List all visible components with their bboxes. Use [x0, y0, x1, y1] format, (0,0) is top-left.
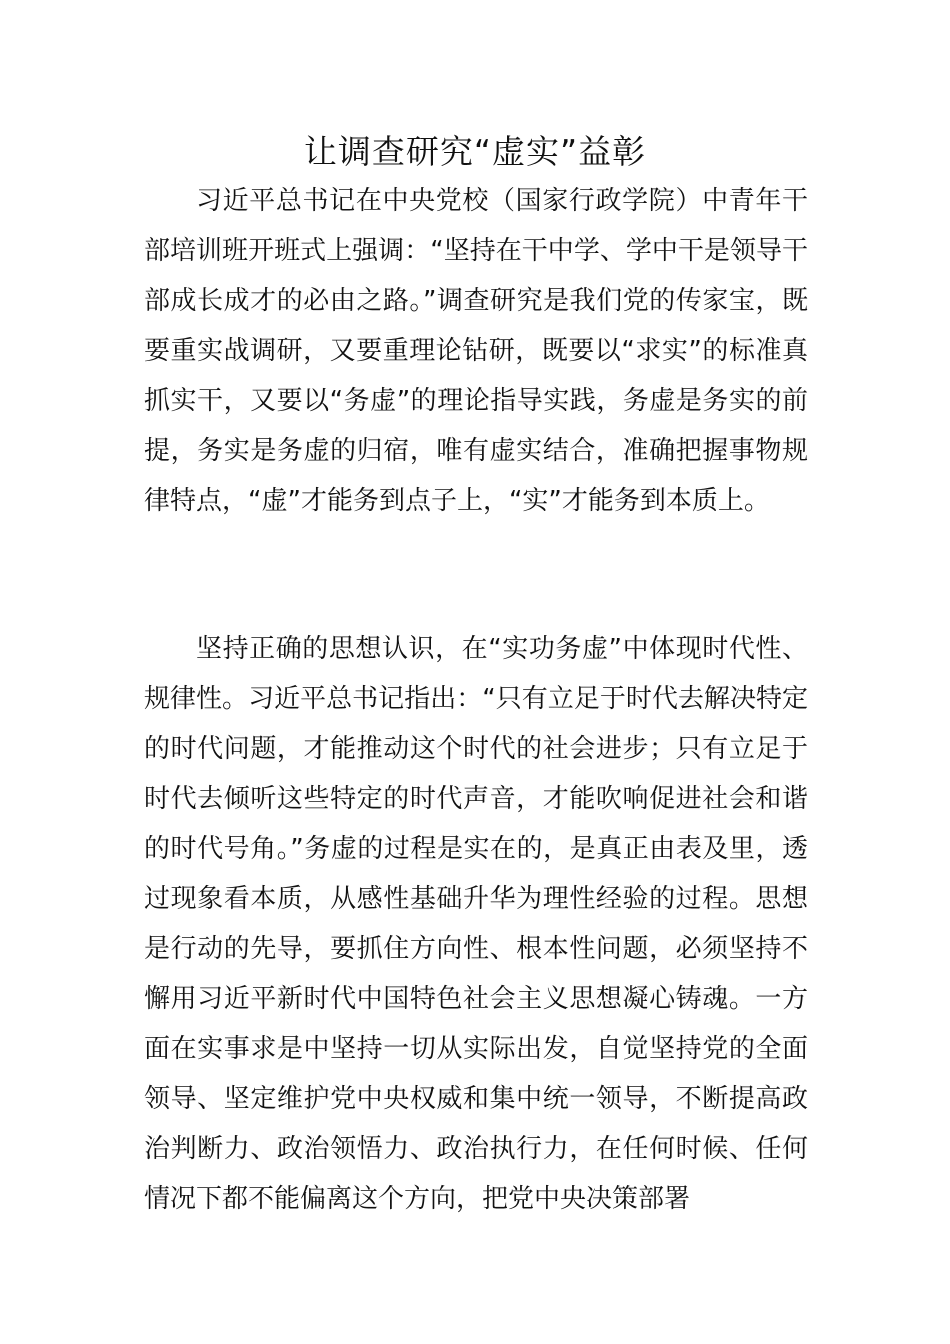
paragraph-2: 坚持正确的思想认识，在“实功务虚”中体现时代性、规律性。习近平总书记指出：“只有立足于时代去解决特定的时代问题，才能推动这个时代的社会进步；只有立足于时代去倾听这些特定的时代声音，才能吹响促进社会和谐的时代号角。”务虚的过程是实在的，是真正由表及里，透过现象看本质，从感性基础升华为理性经验的过程。思想是行动的先导，要抓住方向性、根本性问题，必须坚持不懈用习近平新时代中国特色社会主义思想凝心铸魂。一方面在实事求是中坚持一切从实际出发，自觉坚持党的全面领导、坚定维护党中央权威和集中统一领导，不断提高政治判断力、政治领悟力、政治执行力，在任何时候、任何情况下都不能偏离这个方向，把党中央决策部署	[144, 634, 808, 1214]
paragraph-1: 习近平总书记在中央党校（国家行政学院）中青年干部培训班开班式上强调：“坚持在干中学、学中干是领导干部成长成才的必由之路。”调查研究是我们党的传家宝，既要重实战调研，又要重理论钻研，既要以“求实”的标准真抓实干，又要以“务虚”的理论指导实践，务虚是务实的前提，务实是务虚的归宿，唯有虚实结合，准确把握事物规律特点，“虚”才能务到点子上，“实”才能务到本质上。	[144, 186, 808, 516]
document-title: 让调查研究“虚实”益彰	[303, 132, 647, 171]
